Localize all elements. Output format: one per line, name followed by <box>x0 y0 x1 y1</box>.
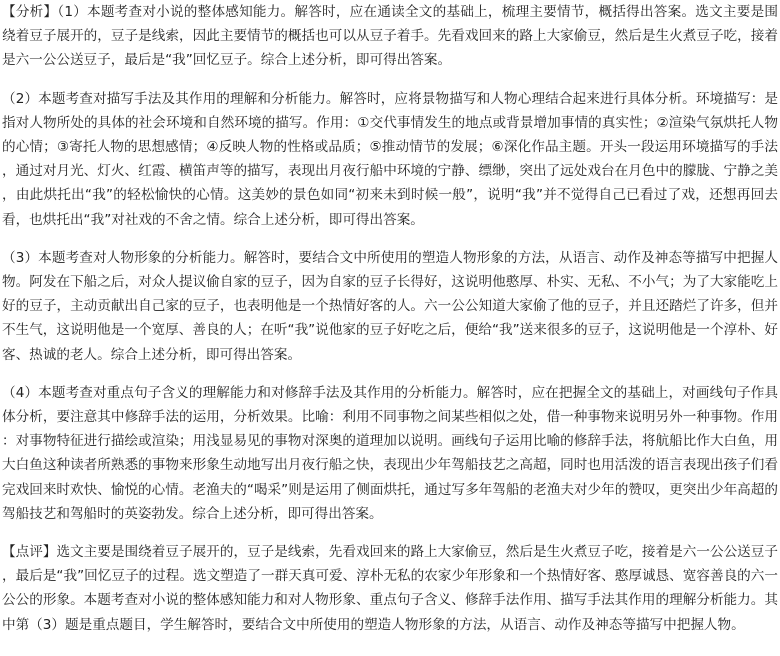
analysis-paragraph-2 <box>2 87 778 232</box>
analysis-paragraph-3 <box>2 246 778 367</box>
comment-text: 选文主要是围绕着豆子展开的，豆子是线索，先看戏回来的路上大家偷豆，然后是生火煮豆子吃，接着是六一公公送豆子，最后是“我”回忆豆子的过程。选文塑造了一群天真可爱、淳朴无私的农家少年形象和一个热情好客、憨厚诚恳、宽容善良的六一公公的形象。本题考查对小说的整体感知能力和对人物形象、重点句子含义、修辞手法作用、描写手法其作用的理解分析能力。其中第（3）题是重点题目，学生解答时，要结合文中所使用的塑造人物形象的方法，从语言、动作及神态等描写中把握人物。 <box>2 544 779 633</box>
analysis-text-3: （3）本题考查对人物形象的分析能力。解答时，要结合文中所使用的塑造人物形象的方法，从语言、动作及神态等描写中把握人物。阿发在下船之后，对众人提议偷自家的豆子，因为自家的豆子长得好，这说明他憨厚、朴实、无私、不小气；为了大家能吃上好的豆子，主动贡献出自己家的豆子，也表明他是一个热情好客的人。六一公公知道大家偷了他的豆子，并且还踏烂了许多，但并不生气，这说明他是一个宽厚、善良的人；在听“我”说他家的豆子好吃之后，便给“我”送来很多的豆子，这说明他是一个淳朴、好客、热诚的老人。综合上述分析，即可得出答案。 <box>2 249 778 363</box>
comment-label: 【点评】 <box>2 544 57 561</box>
analysis-paragraph-1 <box>2 0 778 73</box>
analysis-text-2: （2）本题考查对描写手法及其作用的理解和分析能力。解答时，应将景物描写和人物心理结合起来进行具体分析。环境描写：是指对人物所处的具体的社会环境和自然环境的描写。作用：①交代事情发生的地点或背景增加事情的真实性；②渲染气氛烘托人物的心情；③寄托人物的思想感情；④反映人物的性格或品质；⑤推动情节的发展；⑥深化作品主题。开头一段运用环境描写的手法，通过对月光、灯火、红霞、横笛声等的描写，表现出月夜行船中环境的宁静、缥缈，突出了远处戏台在月色中的朦胧、宁静之美，由此烘托出“我”的轻松愉快的心情。这美妙的景色如同“初来未到时候一般”，说明“我”并不觉得自己已看过了戏，还想再回去看，也烘托出“我”对社戏的不舍之情。综合上述分析，即可得出答案。 <box>2 90 778 228</box>
analysis-paragraph-4 <box>2 381 778 526</box>
analysis-text-1: （1）本题考查对小说的整体感知能力。解答时，应在通读全文的基础上，梳理主要情节，概括得出答案。选文主要是围绕着豆子展开的，豆子是线索，因此主要情节的概括也可以从豆子着手。先看戏回来的路上大家偷豆，然后是生火煮豆子吃，接着是六一公公送豆子，最后是“我”回忆豆子。综合上述分析，即可得出答案。 <box>2 4 778 69</box>
analysis-text-4: （4）本题考查对重点句子含义的理解能力和对修辞手法及其作用的分析能力。解答时，应在把握全文的基础上，对画线句子作具体分析，要注意其中修辞手法的运用，分析效果。比喻：利用不同事物之间某些相似之处，借一种事物来说明另外一种事物。作用：对事物特征进行描绘或渲染；用浅显易见的事物对深奥的道理加以说明。画线句子运用比喻的修辞手法，将航船比作大白鱼，用大白鱼这种读者所熟悉的事物来形象生动地写出月夜行船之快，表现出少年驾船技艺之高超，同时也用活泼的语言表现出孩子们看完戏回来时欢快、愉悦的心情。老渔夫的“喝采”则是运用了侧面烘托，通过写多年驾船的老渔夫对少年的赞叹，更突出少年高超的驾船技艺和驾船时的英姿勃发。综合上述分析，即可得出答案。 <box>2 384 778 522</box>
analysis-label: 【分析】 <box>2 4 58 20</box>
comment-paragraph <box>2 540 778 637</box>
answer-explanation <box>2 0 778 637</box>
